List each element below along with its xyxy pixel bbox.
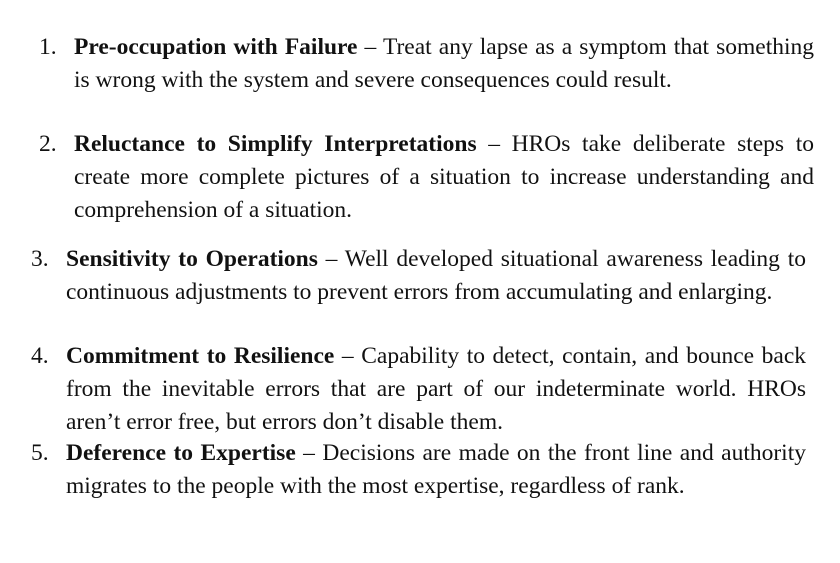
item-description: Well developed situational awareness leading to continuous adjustments to prevent errors from accumulating and enlarging. xyxy=(66,246,807,305)
item-separator: – xyxy=(295,440,323,466)
item-body xyxy=(74,31,814,97)
item-separator: – xyxy=(317,246,345,272)
item-term: Commitment to Resilience xyxy=(66,343,335,369)
item-term: Sensitivity to Operations xyxy=(66,246,318,272)
item-term: Pre-occupation with Failure xyxy=(74,34,358,60)
list-item xyxy=(31,437,806,503)
item-body xyxy=(66,243,806,309)
item-body xyxy=(66,437,806,503)
item-number: 1. xyxy=(39,34,57,60)
list-item xyxy=(31,340,806,439)
item-number: 2. xyxy=(39,131,57,157)
item-body xyxy=(74,128,814,227)
item-separator: – xyxy=(357,34,383,60)
item-number: 3. xyxy=(31,246,49,272)
item-separator: – xyxy=(476,131,512,157)
item-separator: – xyxy=(334,343,362,369)
item-description: HROs take deliberate steps to create more complete pictures of a situation to increase understanding and comprehension of a situation. xyxy=(74,131,814,223)
item-term: Reluctance to Simplify Interpretations xyxy=(74,131,477,157)
item-number: 4. xyxy=(31,343,49,369)
list-item xyxy=(39,31,815,97)
item-body xyxy=(66,340,806,439)
list-item xyxy=(31,243,807,309)
item-description: Capability to detect, contain, and bounce back from the inevitable errors that are part of our indeterminate world. HROs aren’t error free, but errors don’t disable them. xyxy=(66,343,806,435)
item-description: Decisions are made on the front line and authority migrates to the people with the most expertise, regardless of rank. xyxy=(66,440,806,499)
item-number: 5. xyxy=(31,440,49,466)
item-description: Treat any lapse as a symptom that something is wrong with the system and severe consequences could result. xyxy=(74,34,815,93)
list-item xyxy=(39,128,814,227)
item-term: Deference to Expertise xyxy=(66,440,296,466)
